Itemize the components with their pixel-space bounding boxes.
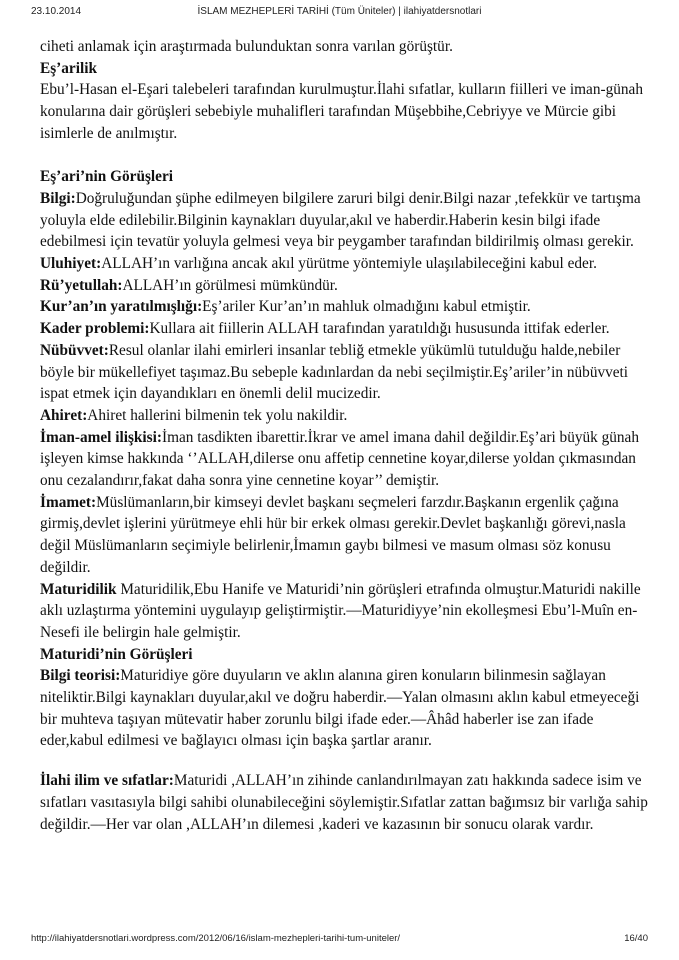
footer-url: http://ilahiyatdersnotlari.wordpress.com/2012/06/16/islam-mezhepleri-tarihi-tum-uniteler/ — [31, 933, 401, 944]
paragraph-ruyetullah — [40, 275, 650, 297]
page-footer — [0, 933, 679, 947]
paragraph-uluhiyet — [40, 253, 650, 275]
paragraph-ahiret — [40, 405, 650, 427]
term-label: Uluhiyet: — [40, 255, 102, 273]
header-title: İSLAM MEZHEPLERİ TARİHİ (Tüm Üniteler) | ilahiyatdersnotlari — [197, 6, 482, 17]
term-definition: ALLAH’ın varlığına ancak akıl yürütme yöntemiyle ulaşılabileceğini kabul eder. — [101, 255, 597, 273]
term-label: Nübüvvet: — [40, 341, 109, 359]
term-definition: Ahiret hallerini bilmenin tek yolu nakildir. — [87, 406, 348, 424]
page-number: 16/40 — [624, 933, 648, 944]
paragraph-text: ciheti anlamak için araştırmada bulunduktan sonra varılan görüştür. — [40, 38, 453, 55]
paragraph-iman-amel — [40, 427, 650, 492]
document-body — [40, 36, 650, 835]
paragraph-intro — [40, 36, 650, 58]
term-label: Maturidilik — [40, 580, 117, 598]
term-definition: Kullara ait fiillerin ALLAH tarafından yaratıldığı hususunda ittifak ederler. — [149, 320, 610, 338]
term-label: Bilgi teorisi: — [40, 667, 121, 685]
heading-text: Eş’arilik — [40, 59, 97, 77]
term-definition: Maturidi ,ALLAH’ın zihinde canlandırılmayan zatı hakkında sadece isim ve sıfatları vasıtasıyla bilgi sahibi olunabileceğini söylemiştir.Sıfatlar zattan bağımsız bir varlığa sahip değildir.—Her var olan ,ALLAH’ın dilemesi ,kaderi ve kazasının bir sonucu olarak vardır. — [40, 772, 648, 833]
paragraph-bilgi-teorisi — [40, 665, 650, 752]
paragraph-esarilik — [40, 79, 650, 144]
paragraph-kader — [40, 318, 650, 340]
paragraph-ilahi-ilim — [40, 770, 650, 835]
term-label: Rü’yetullah: — [40, 276, 123, 294]
page-header — [0, 6, 679, 20]
term-label: Kur’an’ın yaratılmışlığı: — [40, 298, 203, 316]
paragraph-kuran — [40, 296, 650, 318]
paragraph-bilgi — [40, 188, 650, 253]
heading-maturidi-gorusleri — [40, 644, 650, 666]
term-definition: Maturidilik,Ebu Hanife ve Maturidi’nin görüşleri etrafında olmuştur.Maturidi nakille aklı uzlaştırma yöntemini uygulayıp geliştirmiştir.—Maturidiyye’nin ekolleşmesi Ebu’l-Muîn en-Nesefi ile belirgin hale gelmiştir. — [40, 580, 641, 641]
paragraph-nubuvvet — [40, 340, 650, 405]
paragraph-maturidilik — [40, 579, 650, 644]
heading-text: Eş’ari’nin Görüşleri — [40, 168, 173, 186]
term-label: Bilgi: — [40, 189, 76, 207]
term-definition: Doğruluğundan şüphe edilmeyen bilgilere zaruri bilgi denir.Bilgi nazar ,tefekkür ve tartışma yoluyla elde edilebilir.Bilginin kaynakları duyular,akıl ve haberdir.Haberin kesin bilgi ifade edebilmesi için tevatür yoluyla gelmesi veya bir peygamber tarafından bildirilmiş olması gerekir. — [40, 189, 641, 251]
term-definition: Müslümanların,bir kimseyi devlet başkanı seçmeleri farzdır.Başkanın ergenlik çağına girmiş,devlet işlerini yürütmeye ehli hür bir erkek olması gerekir.Devlet başkanlığı görevi,nasla değil Müslümanların seçimiyle belirlenir,İmamın gaybı bilmesi ve masum olması söz konusu değildir. — [40, 493, 626, 576]
term-definition: Maturidiye göre duyuların ve aklın alanına giren konuların bilinmesin sağlayan niteliktir.Bilgi kaynakları duyular,akıl ve doğru haberdir.—Yalan olmasını aklın kabul etmeyeceği bir muhteva taşıyan mütevatir haber zorunlu bilgi ifade eder.—Âhâd haberler ise zan ifade eder,kabul edilmesi ve bağlayıcı olması için başka şartlar aranır. — [40, 667, 640, 750]
paragraph-text: Ebu’l-Hasan el-Eşari talebeleri tarafından kurulmuştur.İlahi sıfatlar, kulların fiilleri ve iman-günah konularına dair görüşleri sebebiyle muhalifleri tarafından Müşebbihe,Cebriyye ve Mürcie gibi isimlerle de anılmıştır. — [40, 81, 643, 142]
spacer — [40, 145, 650, 167]
paragraph-imamet — [40, 492, 650, 579]
heading-esari-gorusleri — [40, 166, 650, 188]
heading-esarilik — [40, 58, 650, 80]
term-definition: Resul olanlar ilahi emirleri insanlar tebliğ etmekle yükümlü tutulduğu halde,nebiler böyle bir mükellefiyet taşımaz.Bu sebeple kadınlardan da nebi seçilmiştir.Eş’ariler’in nübüvveti ispat etmek için dayandıkları en önemli delil mucizedir. — [40, 341, 629, 403]
term-label: İman-amel ilişkisi: — [40, 428, 162, 446]
term-definition: Eş’ariler Kur’an’ın mahluk olmadığını kabul etmiştir. — [202, 298, 531, 316]
term-label: Kader problemi: — [40, 320, 150, 338]
term-definition: İman tasdikten ibarettir.İkrar ve amel imana dahil değildir.Eş’ari büyük günah işleyen kimse hakkında ‘’ALLAH,dilerse onu affetip cennetine koyar,dilerse yoldan çıkmasından onu cezalandırır,fakat daha sonra yine cennetine koyar’’ demiştir. — [40, 428, 639, 490]
heading-text: Maturidi’nin Görüşleri — [40, 645, 193, 663]
term-definition: ALLAH’ın görülmesi mümkündür. — [122, 276, 338, 294]
spacer — [40, 752, 650, 770]
term-label: İmamet: — [40, 493, 97, 511]
term-label: İlahi ilim ve sıfatlar: — [40, 772, 174, 790]
header-date: 23.10.2014 — [31, 6, 82, 17]
term-label: Ahiret: — [40, 406, 88, 424]
